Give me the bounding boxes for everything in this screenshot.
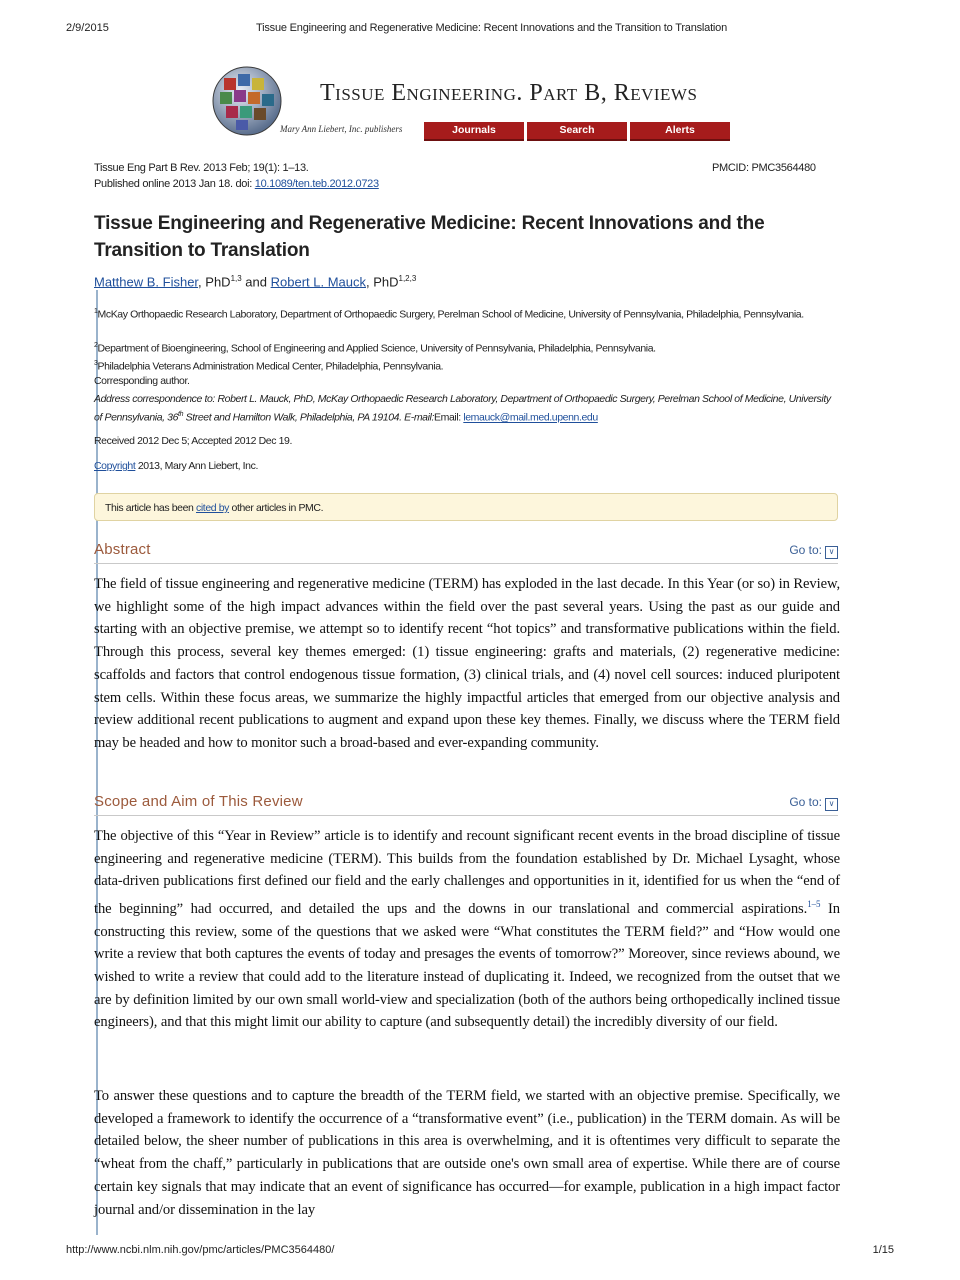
copyright-text: 2013, Mary Ann Liebert, Inc. [135,460,258,472]
journal-title[interactable]: Tissue Engineering. Part B, Reviews [320,80,698,106]
affiliation-1: $^1$McKay Orthopaedic Research Laboratory, Department of Orthopaedic Surgery, Perelman School of Medicine, University of Pennsylvania, Philadelphia, Pennsylvania. [94,308,804,321]
journal-globe-logo[interactable] [210,64,284,138]
citation-line: Tissue Eng Part B Rev. 2013 Feb; 19(1): 1–13. [94,162,309,174]
abstract-section-header [94,541,838,564]
address-suffix: Street and Hamilton Walk, Philadelphia, PA 19104. E-mail: [183,411,435,424]
corresponding-author-note: Corresponding author. [94,375,190,387]
goto-label: Go to: [789,795,822,809]
publisher-tagline: Mary Ann Liebert, Inc. publishers [280,124,403,134]
abstract-paragraph: The field of tissue engineering and regenerative medicine (TERM) has exploded in the last decade. In this Year (or so) in Review, we highlight some of the high impact advances within the field over the past several years. Using the past as our guide and starting with an objective premise, we attempt so to identify recent “hot topics” and transformative publications within the field. Through this process, several key themes emerged: (1) tissue engineering: grafts and materials, (2) regenerative medicine: scaffolds and factors that control endogenous tissue formation, (3) clinical trials, and (4) novel cell sources: induced pluripotent stem cells. Within these focus areas, we summarize the highly impactful articles that emerged from our objective analysis and review additional recent publications to augment and expand upon these key themes. Finally, we discuss where the TERM field may be headed and how to monitor such a broad-based and ever-expanding community. [94,576,840,751]
email-link[interactable]: lemauck@mail.med.upenn.edu [463,411,598,424]
print-page-number: 1/15 [872,1244,894,1256]
author2-degree: , PhD [365,274,399,290]
publication-line [94,178,379,190]
scope-paragraph-1 [94,825,840,1034]
nav-alerts-button[interactable]: Alerts [630,122,730,141]
affiliation-3: $^3$Philadelphia Veterans Administration Medical Center, Philadelphia, Pennsylvania. [94,360,444,373]
author-fisher-link[interactable]: Matthew B. Fisher [94,274,199,290]
published-online-text: Published online 2013 Jan 18. doi: [94,178,252,190]
abstract-heading: Abstract [94,541,151,558]
doi-link[interactable]: 10.1089/ten.teb.2012.0723 [254,178,379,190]
author1-affiliation-sup: 1,3 [230,274,242,283]
scope-goto[interactable] [789,795,838,811]
author2-affiliation-sup: 1,2,3 [398,274,417,283]
print-header [66,22,894,36]
email-label: Email: [434,411,464,424]
copyright-link[interactable]: Copyright [94,460,136,472]
print-url: http://www.ncbi.nlm.nih.gov/pmc/articles/PMC3564480/ [66,1244,335,1256]
chevron-down-icon[interactable]: ∨ [825,798,838,811]
address-correspondence [94,391,839,426]
address-sup: th [178,411,184,418]
authors-and: and [241,274,271,290]
affiliation-2-text: Department of Bioengineering, School of Engineering and Applied Science, University of Pennsylvania, Philadelphia, Pennsylvania. [97,342,656,355]
scope-section-header [94,793,838,816]
author1-degree: , PhD [198,274,231,290]
cited-by-suffix: other articles in PMC. [229,502,324,514]
affiliation-1-text: McKay Orthopaedic Research Laboratory, Department of Orthopaedic Surgery, Perelman School of Medicine, University of Pennsylvania, Philadelphia, Pennsylvania. [97,308,804,321]
print-footer [66,1244,894,1258]
affiliation-2: $^2$Department of Bioengineering, School of Engineering and Applied Science, University of Pennsylvania, Philadelphia, Pennsylvania. [94,342,656,355]
print-date: 2/9/2015 [66,22,109,34]
nav-journals-button[interactable]: Journals [424,122,524,141]
print-title: Tissue Engineering and Regenerative Medicine: Recent Innovations and the Transition to Translation [256,22,728,34]
pmcid: PMCID: PMC3564480 [712,162,816,174]
journal-header [210,64,730,144]
cited-by-box [94,493,838,521]
copyright-line [94,458,839,474]
reference-link[interactable]: 1–5 [807,899,821,910]
address-prefix: Address correspondence to: Robert L. Mauck, PhD, McKay Orthopaedic Research Laboratory, Department of Orthopaedic Surgery, Perelman School of Medicine, University of Pennsylvania, 36 [94,393,831,424]
scope-p1-part-b: In constructing this review, some of the questions that we asked were “What constitutes the TERM field?” and “How would one write a review that both captures the events of today and presages the events of tomorrow?” Moreover, since reviews abound, we wished to write a review that could add to the literature instead of duplicating it. Indeed, we recognized from the outset that we are by definition limited by our own small world-view and specialization (both of the authors being orthopedically inclined tissue engineers), and that this might limit our ability to capture (and subsequently detail) the incredibly diversity of our field. [94,900,840,1031]
journal-nav [424,122,730,141]
author-line [94,274,416,289]
scope-p1-part-a: The objective of this “Year in Review” article is to identify and recount significant recent events in the broad discipline of tissue engineering and regenerative medicine (TERM). This builds from the foundation established by Dr. Michael Lysaght, whose data-driven publications first defined our field and the early challenges and opportunities in it, identified for us when the “end of the beginning” had occurred, and detailed the ups and the downs in our translational and commercial aspirations. [94,828,840,917]
cited-by-prefix: This article has been [105,502,197,514]
affiliation-3-text: Philadelphia Veterans Administration Medical Center, Philadelphia, Pennsylvania. [97,360,444,373]
goto-label: Go to: [789,543,822,557]
scope-heading: Scope and Aim of This Review [94,793,303,810]
article-title: Tissue Engineering and Regenerative Medicine: Recent Innovations and the Transition to Translation [94,213,765,261]
author-mauck-link[interactable]: Robert L. Mauck [270,274,366,290]
chevron-down-icon[interactable]: ∨ [825,546,838,559]
abstract-goto[interactable] [789,543,838,559]
nav-search-button[interactable]: Search [527,122,627,141]
scope-paragraph-2: To answer these questions and to capture the breadth of the TERM field, we started with an objective premise. Specifically, we developed a framework to identify the occurrence of a “transformative event” (i.e., publication) in the TERM domain. As will be detailed below, the sheer number of publications in this area is overwhelming, and it is oftentimes very difficult to separate the “wheat from the chaff,” particularly in publications that are outside one's own small area of expertise. While there are of course certain key signals that may indicate that an event of significance has occurred—for example, publication in a high impact factor journal and/or dissemination in the lay [94,1088,840,1218]
received-accepted: Received 2012 Dec 5; Accepted 2012 Dec 19. [94,435,293,447]
cited-by-link[interactable]: cited by [196,502,230,514]
